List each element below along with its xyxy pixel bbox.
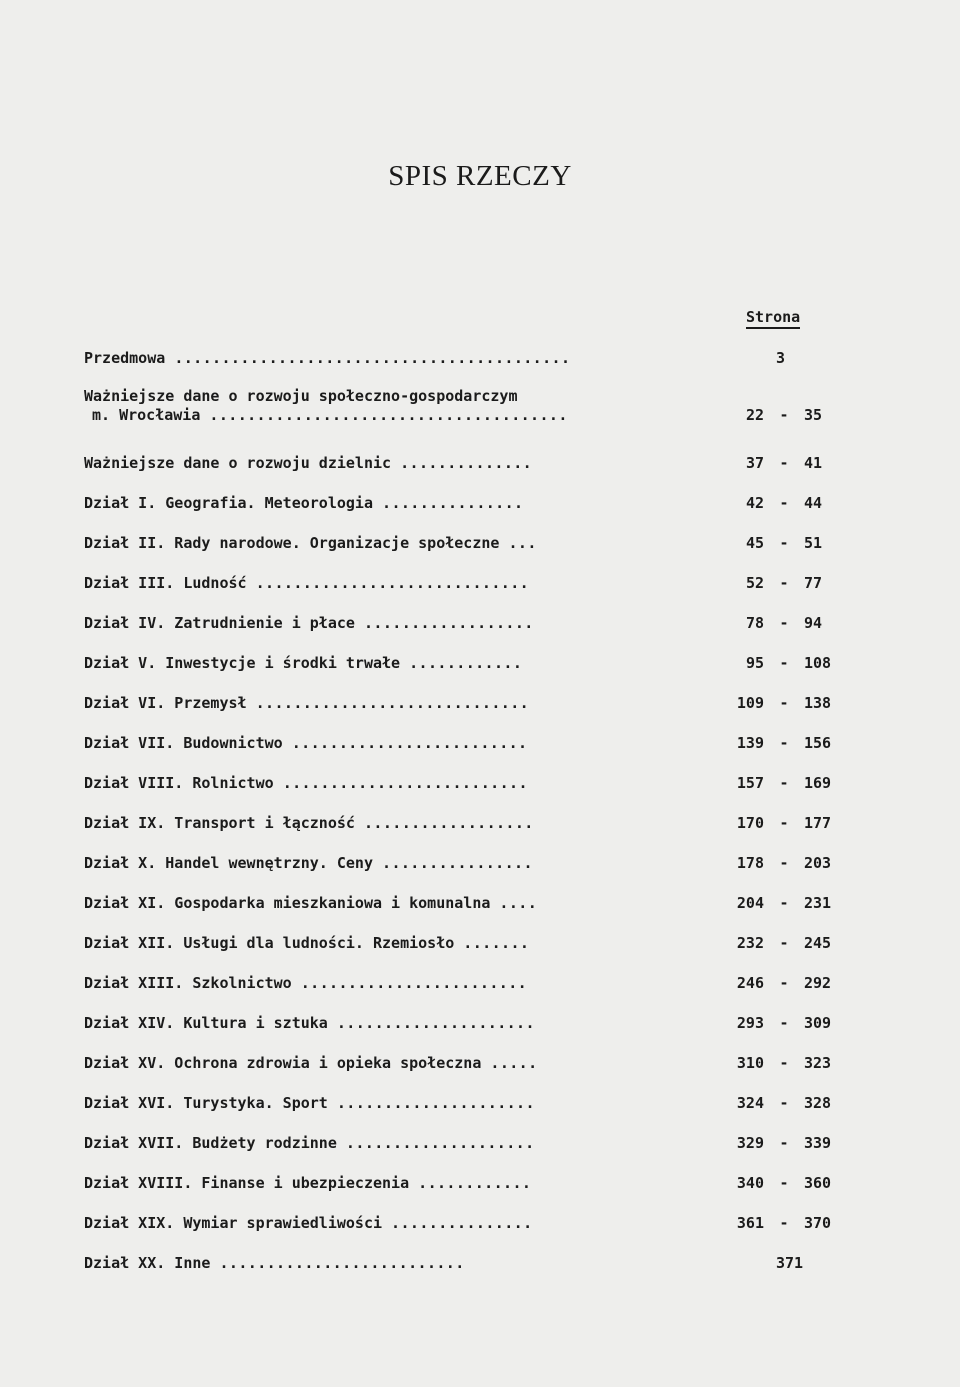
leader-dots: ............... (382, 494, 524, 512)
toc-entry (84, 454, 844, 480)
page-dash: - (779, 1214, 789, 1232)
page-from: 246 (736, 974, 764, 992)
page-dash: - (779, 854, 789, 872)
page-from: 178 (736, 854, 764, 872)
toc-entry-title: Dział VII. Budownictwo ......................... (84, 734, 528, 752)
page-from: 37 (745, 454, 764, 472)
page-dash: - (779, 734, 789, 752)
toc-page-range (724, 694, 844, 712)
toc-entry-title: Przedmowa .......................................... (84, 349, 571, 367)
page-to: 203 (804, 854, 832, 872)
leader-dots: .......................... (219, 1254, 465, 1272)
toc-page-range (724, 1254, 844, 1272)
toc-entry (84, 1174, 844, 1200)
toc-entry-title: Ważniejsze dane o rozwoju społeczno-gospodarczym (84, 387, 518, 405)
toc-entry-title: Dział IV. Zatrudnienie i płace .................. (84, 614, 534, 632)
leader-dots: ......................... (291, 734, 528, 752)
page-to: 51 (804, 534, 823, 552)
leader-dots: .......................................... (174, 349, 571, 367)
page-from: 45 (745, 534, 764, 552)
toc-entry (84, 1094, 844, 1120)
toc-page-range (724, 774, 844, 792)
page-dash: - (779, 614, 789, 632)
toc-page-range (724, 534, 844, 552)
page-to: 292 (804, 974, 832, 992)
toc-page-range (724, 1094, 844, 1112)
toc-entry (84, 934, 844, 960)
page-from: 3 (776, 349, 786, 367)
page-dash: - (779, 574, 789, 592)
leader-dots: ............................. (255, 574, 530, 592)
toc-page-range (724, 934, 844, 952)
toc-entry-title: Dział V. Inwestycje i środki trwałe ............ (84, 654, 523, 672)
page-to: 44 (804, 494, 823, 512)
toc-entry-title: Dział XI. Gospodarka mieszkaniowa i komunalna .... (84, 894, 538, 912)
toc-page-range (724, 454, 844, 472)
page-to: 245 (804, 934, 832, 952)
toc-entry-title: Dział XVII. Budżety rodzinne .................... (84, 1134, 535, 1152)
page-to: 41 (804, 454, 823, 472)
toc-entry (84, 1254, 844, 1280)
page-dash: - (779, 694, 789, 712)
toc-entry (84, 1014, 844, 1040)
page-dash: - (779, 974, 789, 992)
toc-entry-title: Dział XIX. Wymiar sprawiedliwości ............... (84, 1214, 533, 1232)
toc-entry (84, 534, 844, 560)
page-to: 77 (804, 574, 823, 592)
toc-page-range (724, 1054, 844, 1072)
page-dash: - (779, 774, 789, 792)
toc-entry (84, 574, 844, 600)
page-to: 177 (804, 814, 832, 832)
page-dash: - (779, 654, 789, 672)
toc-page-range (724, 854, 844, 872)
page-to: 370 (804, 1214, 832, 1232)
page-from: 139 (736, 734, 764, 752)
toc-entry (84, 406, 844, 432)
page-to: 339 (804, 1134, 832, 1152)
leader-dots: .... (499, 894, 538, 912)
toc-entry (84, 654, 844, 680)
page-from: 371 (776, 1254, 804, 1272)
page-to: 35 (804, 406, 823, 424)
page-to: 309 (804, 1014, 832, 1032)
page-dash: - (779, 454, 789, 472)
page-from: 22 (745, 406, 764, 424)
page-from: 170 (736, 814, 764, 832)
page-dash: - (779, 894, 789, 912)
toc-entry-title: Dział XIV. Kultura i sztuka ..................... (84, 1014, 535, 1032)
toc-entry (84, 974, 844, 1000)
toc-entry-title: Dział IX. Transport i łączność .................. (84, 814, 534, 832)
leader-dots: ..................... (336, 1094, 535, 1112)
toc-entry (84, 854, 844, 880)
page-from: 95 (745, 654, 764, 672)
toc-page-range (724, 1014, 844, 1032)
page-from: 329 (736, 1134, 764, 1152)
page-from: 361 (736, 1214, 764, 1232)
leader-dots: .................. (363, 814, 534, 832)
toc-entry (84, 734, 844, 760)
toc-entry-title: Dział XVI. Turystyka. Sport ..................... (84, 1094, 535, 1112)
toc-page-range (724, 349, 844, 367)
leader-dots: ....... (463, 934, 530, 952)
page-from: 204 (736, 894, 764, 912)
leader-dots: ..................... (336, 1014, 535, 1032)
toc-entry-title: Ważniejsze dane o rozwoju dzielnic .............. (84, 454, 533, 472)
toc-entry (84, 614, 844, 640)
toc-page-range (724, 494, 844, 512)
page-to: 360 (804, 1174, 832, 1192)
toc-entry (84, 694, 844, 720)
page-to: 94 (804, 614, 823, 632)
page-from: 232 (736, 934, 764, 952)
page-dash: - (779, 814, 789, 832)
toc-entry (84, 774, 844, 800)
toc-page-range (724, 654, 844, 672)
toc-entry-title: Dział XIII. Szkolnictwo ........................ (84, 974, 528, 992)
page-dash: - (779, 494, 789, 512)
leader-dots: .............. (400, 454, 533, 472)
toc-page-range (724, 974, 844, 992)
toc-page-range (724, 1214, 844, 1232)
page-from: 109 (736, 694, 764, 712)
page-to: 108 (804, 654, 832, 672)
page-dash: - (779, 934, 789, 952)
toc-entry (84, 494, 844, 520)
toc-page-range (724, 1134, 844, 1152)
toc-page-range (724, 814, 844, 832)
page-dash: - (779, 1134, 789, 1152)
leader-dots: ..... (490, 1054, 538, 1072)
page-dash: - (779, 1054, 789, 1072)
toc-page-range (724, 734, 844, 752)
leader-dots: ............... (391, 1214, 533, 1232)
page-from: 52 (745, 574, 764, 592)
leader-dots: ... (508, 534, 537, 552)
toc-entry-title: Dział II. Rady narodowe. Organizacje społeczne ... (84, 534, 537, 552)
toc-entry-title: Dział XII. Usługi dla ludności. Rzemiosło ....... (84, 934, 530, 952)
leader-dots: ............ (409, 654, 523, 672)
toc-entry (84, 1214, 844, 1240)
toc-entry-title-continued: m. Wrocławia ...................................... (92, 406, 568, 424)
toc-entry-title: Dział I. Geografia. Meteorologia ............... (84, 494, 524, 512)
page-title: SPIS RZECZY (388, 160, 572, 192)
page-from: 78 (745, 614, 764, 632)
page-dash: - (779, 534, 789, 552)
toc-page-range (724, 614, 844, 632)
page-to: 156 (804, 734, 832, 752)
page-to: 328 (804, 1094, 832, 1112)
page-from: 293 (736, 1014, 764, 1032)
leader-dots: ...................................... (209, 406, 568, 424)
toc-page-range (724, 406, 844, 424)
toc-entry-title: Dział XVIII. Finanse i ubezpieczenia ............ (84, 1174, 532, 1192)
page-from: 310 (736, 1054, 764, 1072)
page-from: 340 (736, 1174, 764, 1192)
toc-entry (84, 1054, 844, 1080)
toc-page-range (724, 1174, 844, 1192)
leader-dots: .......................... (282, 774, 528, 792)
toc-entry-title: Dział VI. Przemysł ............................. (84, 694, 530, 712)
page-from: 42 (745, 494, 764, 512)
leader-dots: ................ (382, 854, 533, 872)
toc-entry-title: Dział XV. Ochrona zdrowia i opieka społeczna ..... (84, 1054, 538, 1072)
toc-entry-title: Dział X. Handel wewnętrzny. Ceny ................ (84, 854, 533, 872)
page-dash: - (779, 1094, 789, 1112)
page-from: 324 (736, 1094, 764, 1112)
page-dash: - (779, 406, 789, 424)
toc-entry-title: Dział XX. Inne .......................... (84, 1254, 465, 1272)
toc-entry (84, 1134, 844, 1160)
toc-entry (84, 894, 844, 920)
leader-dots: ........................ (300, 974, 528, 992)
page-from: 157 (736, 774, 764, 792)
toc-page-range (724, 574, 844, 592)
page-dash: - (779, 1174, 789, 1192)
toc-entry-title: Dział VIII. Rolnictwo .......................... (84, 774, 528, 792)
page-to: 323 (804, 1054, 832, 1072)
leader-dots: ............ (418, 1174, 532, 1192)
toc-page-range (724, 894, 844, 912)
page-column-header: Strona (746, 308, 800, 329)
toc-entry (84, 349, 844, 375)
leader-dots: .................. (363, 614, 534, 632)
page-to: 138 (804, 694, 832, 712)
page-dash: - (779, 1014, 789, 1032)
leader-dots: ............................. (255, 694, 530, 712)
leader-dots: .................... (345, 1134, 535, 1152)
page-to: 231 (804, 894, 832, 912)
page-to: 169 (804, 774, 832, 792)
toc-entry (84, 814, 844, 840)
toc-entry-title: Dział III. Ludność ............................. (84, 574, 530, 592)
